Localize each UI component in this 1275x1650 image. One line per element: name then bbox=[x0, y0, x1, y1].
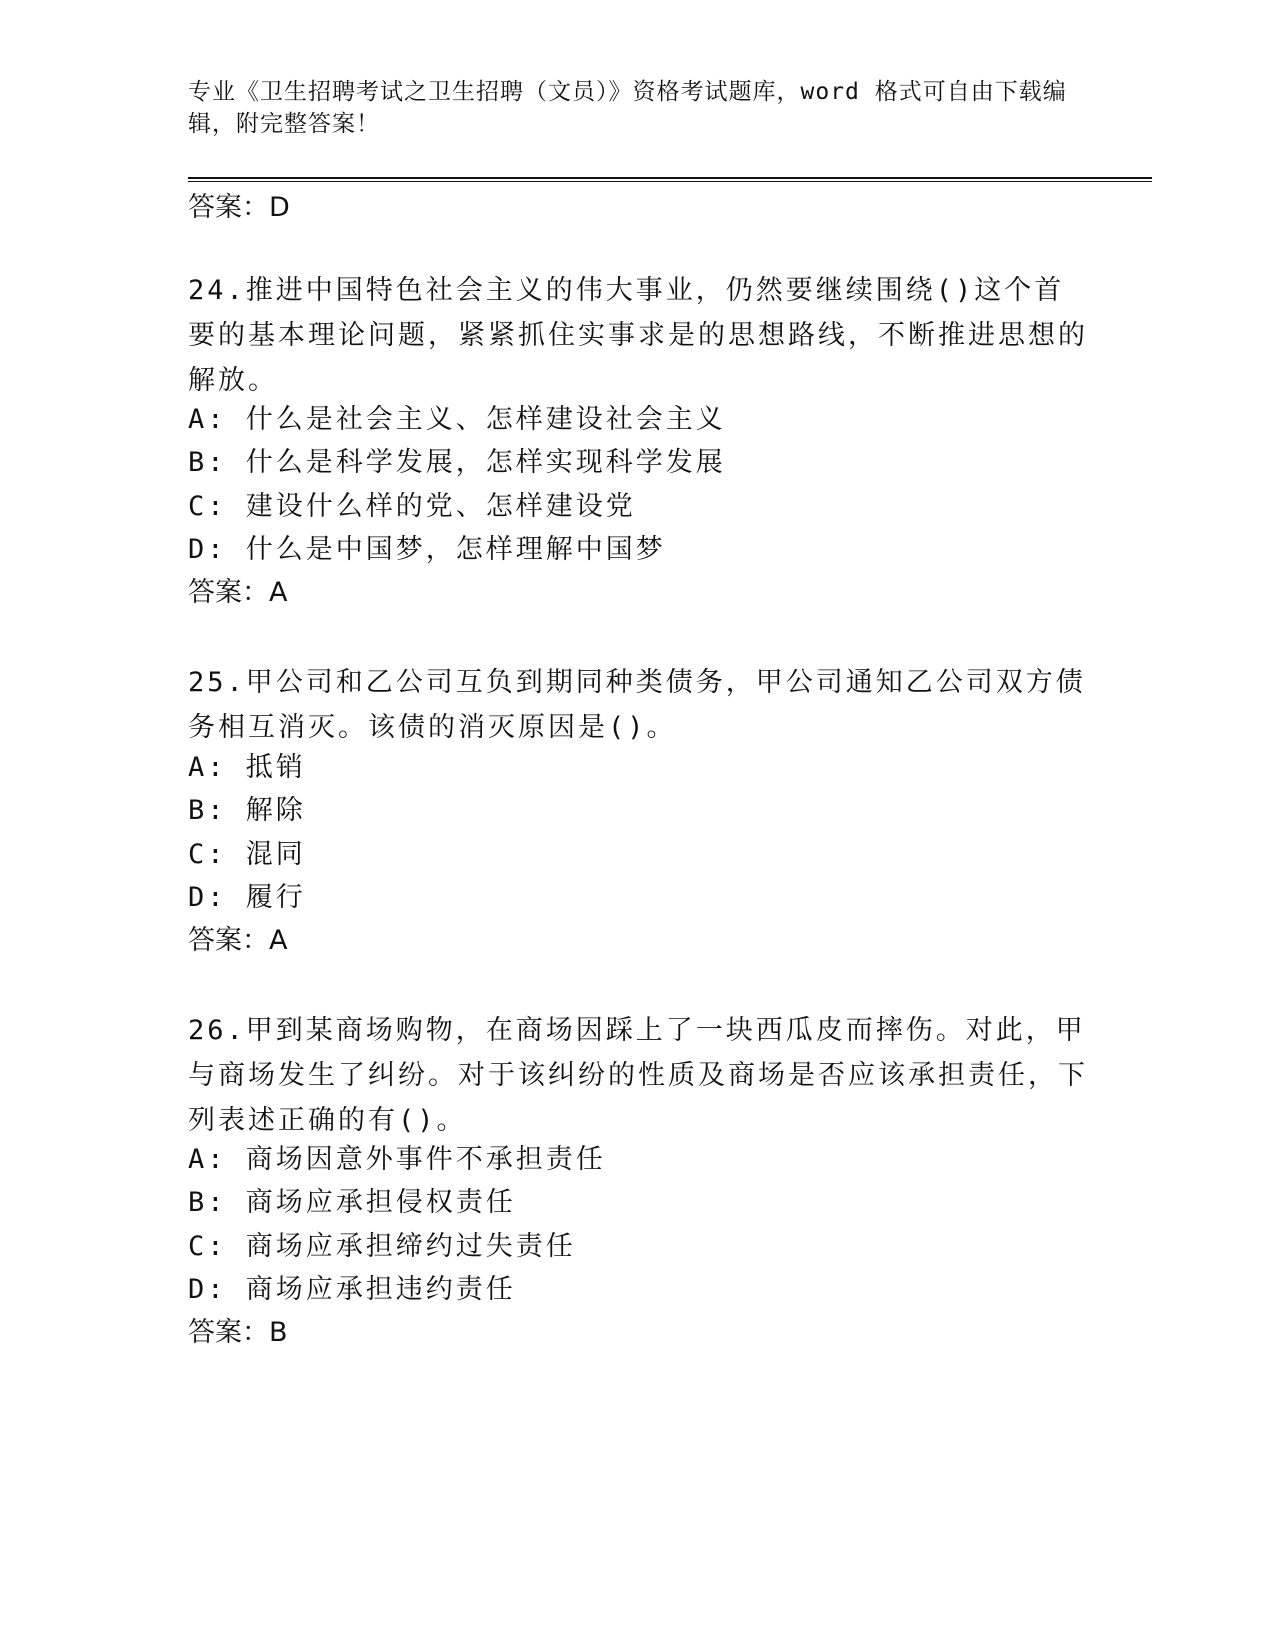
option-c: C: 建设什么样的党、怎样建设党 bbox=[188, 491, 636, 522]
question-stem: 25.甲公司和乙公司互负到期同种类债务，甲公司通知乙公司双方债务相互消灭。该债的消灭原因是()。 bbox=[188, 667, 1086, 743]
question-stem: 26.甲到某商场购物，在商场因踩上了一块西瓜皮而摔伤。对此，甲与商场发生了纠纷。对于该纠纷的性质及商场是否应该承担责任，下列表述正确的有()。 bbox=[188, 1015, 1088, 1136]
question-stem: 24.推进中国特色社会主义的伟大事业，仍然要继续围绕()这个首要的基本理论问题，紧紧抓住实事求是的思想路线，不断推进思想的解放。 bbox=[188, 275, 1088, 396]
option-d: D: 什么是中国梦，怎样理解中国梦 bbox=[188, 534, 666, 565]
answer-line: 答案：A bbox=[188, 577, 288, 608]
header-divider bbox=[188, 177, 1152, 182]
option-a: A: 抵销 bbox=[188, 752, 306, 783]
answer-line: 答案：B bbox=[188, 1317, 288, 1348]
option-b: B: 解除 bbox=[188, 795, 306, 826]
option-d: D: 履行 bbox=[188, 882, 306, 913]
option-c: C: 混同 bbox=[188, 839, 306, 870]
option-a: A: 商场因意外事件不承担责任 bbox=[188, 1144, 606, 1175]
option-a: A: 什么是社会主义、怎样建设社会主义 bbox=[188, 404, 726, 435]
option-b: B: 商场应承担侵权责任 bbox=[188, 1187, 516, 1218]
option-c: C: 商场应承担缔约过失责任 bbox=[188, 1231, 576, 1262]
option-b: B: 什么是科学发展，怎样实现科学发展 bbox=[188, 447, 726, 478]
answer-line: 答案：A bbox=[188, 925, 288, 956]
option-d: D: 商场应承担违约责任 bbox=[188, 1274, 516, 1305]
page-header: 专业《卫生招聘考试之卫生招聘（文员）》资格考试题库，word 格式可自由下载编辑，附完整答案！ bbox=[188, 79, 1067, 137]
answer-line: 答案：D bbox=[188, 192, 290, 223]
